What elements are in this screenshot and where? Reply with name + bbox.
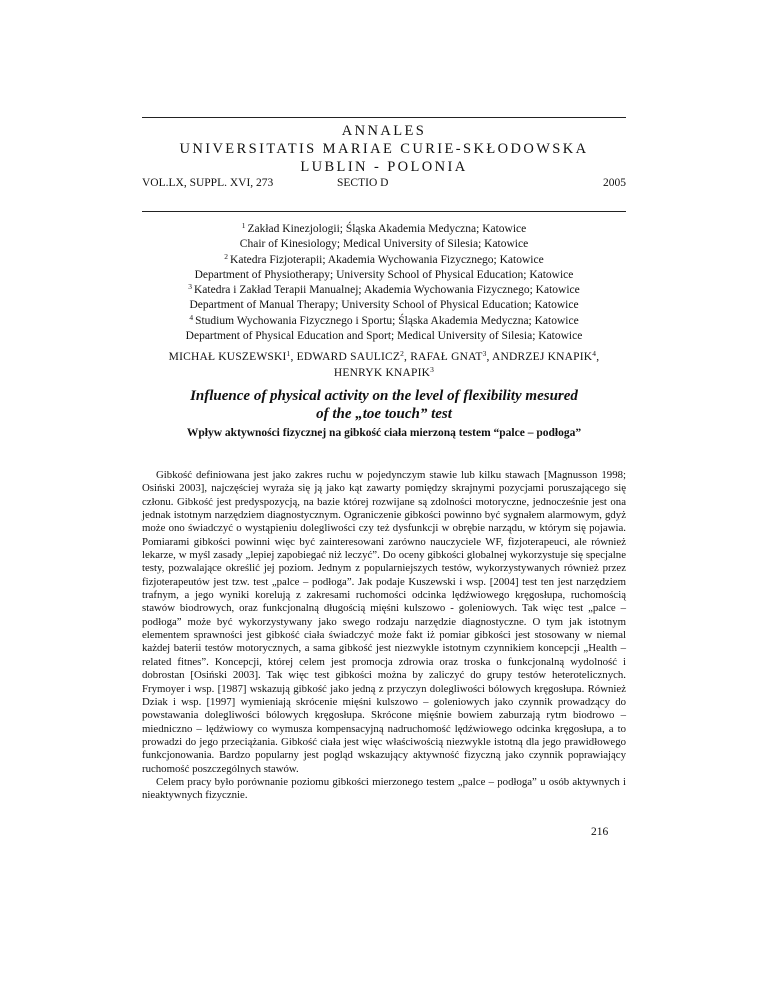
affiliation-text: Department of Physical Education and Sport; Medical University of Silesia; Katowice [185, 330, 583, 343]
author-affiliation-number: 3 [430, 365, 435, 374]
journal-title-line-2: UNIVERSITATIS MARIAE CURIE-SKŁODOWSKA [179, 141, 589, 157]
affiliation-line [142, 237, 626, 252]
authors [130, 349, 638, 381]
header-top-rule [142, 117, 626, 118]
volume-info: VOL.LX, SUPPL. XVI, 273 [142, 177, 274, 189]
affiliation-line [142, 253, 626, 268]
affiliation-line [142, 222, 626, 237]
affiliation-number: 4 [189, 312, 194, 322]
author-name: MICHAŁ KUSZEWSKI [168, 351, 287, 363]
body-paragraph: Gibkość definiowana jest jako zakres ruchu w pojedynczym stawie lub kilku stawach [Magnusson 1998; Osiński 2003], najczęściej wyraża się ją jako kąt zawarty pomiędzy skrajnymi pozycjami poruszającego się członu. Gibkość jest predyspozycją, na bazie której rozwijane są zdolności motoryczne, jednocześnie jest ona jednak istotnym narzędziem diagnostycznym. Ograniczenie gibkości powinno być sygnałem alarmowym, gdyż może ono świadczyć o wystąpieniu dolegliwości czy też dysfunkcji w obrębie narządu, w którym się pojawia. Pomiarami gibkości powinni więc być zainteresowani zarówno nauczyciele WF, fizjoterapeuci, ale również lekarze, w myśl zasady „lepiej zapobiegać niż leczyć”. Do oceny gibkości globalnej wykorzystuje się specjalne testy, pozwalające określić jej poziom. Jednym z popularniejszych testów, wykorzystywanych również przez fizjoterapeutów jest tzw. test „palce – podłoga”. Jak podaje Kuszewski i wsp. [2004] test ten jest narzędziem trafnym, a jego wyniki korelują z zakresami ruchomości odcinka lędźwiowego kręgosłupa, ruchomością stawów biodrowych, oraz funkcjonalną długością mięśni kulszowo - goleniowych. Tak więc test „palce – podłoga” może być wykorzystywany jako swego rodzaju narzędzie diagnostyczne. O tym jak istotnym elementem sprawności jest gibkość ciała świadczyć może fakt iż pomiar gibkości jest stosowany w niemal każdej baterii testów motorycznych, a sama gibkość jest niezwykle istotnym czynnikiem koncepcji „Health – related fitnes”. Koncepcji, której celem jest promocja zdrowia oraz troska o funkcjonalną wydolność i dobrostan [Osiński 2003]. Tak więc test gibkości można by zaliczyć do grupy testów heterotelicznych. Frymoyer i wsp. [1987] wskazują gibkość jako jedną z przyczyn dolegliwości bólowych kręgosłupa. Również Dziak i wsp. [1997] wymieniają skrócenie mięśni kulszowo – goleniowych jako czynnik prowadzący do powstawania dolegliwości bólowych kręgosłupa. Skrócone mięśnie bowiem zaburzają rytm biodrowo – miedniczno – lędźwiowy co wymusza kompensacyjną nadruchomość lędźwiowego odcinka kręgosłupa, a to prowadzi do jego przeciążania. Gibkość ciała jest więc właściwością niezwykle istotną dla jego prawidłowego funkcjonowania. Bardzo popularny jest pogląd wskazujący aktywność fizyczną jako czynnik poprawiający ruchomość poszczególnych stawów. [142, 469, 626, 775]
affiliation-text: Katedra i Zakład Terapii Manualnej; Akademia Wychowania Fizycznego; Katowice [194, 284, 580, 297]
author-separator: , [290, 351, 297, 363]
article-title-line: Influence of physical activity on the level of flexibility mesured [190, 388, 578, 404]
author-name: EDWARD SAULICZ [296, 351, 401, 363]
affiliation-line [142, 298, 626, 313]
author-separator: , [486, 351, 493, 363]
affiliation-text: Zakład Kinezjologii; Śląska Akademia Medyczna; Katowice [247, 223, 527, 235]
article-title-polish: Wpływ aktywności fizycznej na gibkość ciała mierzoną testem “palce – podłoga” [186, 427, 582, 439]
affiliation-text: Department of Manual Therapy; University School of Physical Education; Katowice [189, 299, 579, 312]
affiliation-line [142, 314, 626, 329]
author-separator: , [596, 351, 600, 363]
affiliation-text: Department of Physiotherapy; University School of Physical Education; Katowice [194, 268, 574, 281]
author-separator: , [404, 351, 411, 363]
affiliation-text: Studium Wychowania Fizycznego i Sportu; Śląska Akademia Medyczna; Katowice [195, 314, 579, 327]
author-affiliation-number: 4 [592, 349, 597, 358]
header-bottom-rule [142, 211, 626, 212]
author-affiliation-number: 2 [400, 349, 405, 358]
article-title-line: of the „toe touch” test [316, 406, 452, 422]
affiliation-text: Chair of Kinesiology; Medical University of Silesia; Katowice [239, 238, 529, 251]
section-info: SECTIO D [337, 177, 389, 189]
affiliation-line [142, 283, 626, 298]
article-title-english [142, 387, 626, 423]
author-name: HENRYK KNAPIK [333, 367, 431, 379]
affiliation-number: 3 [188, 282, 192, 292]
author-name: ANDRZEJ KNAPIK [492, 351, 593, 363]
volume-row [142, 177, 626, 193]
article-body [142, 469, 626, 803]
affiliations [142, 222, 626, 344]
year: 2005 [603, 177, 626, 189]
affiliation-line [142, 329, 626, 344]
affiliation-text: Katedra Fizjoterapii; Akademia Wychowania Fizycznego; Katowice [230, 253, 544, 266]
affiliation-number: 1 [241, 221, 246, 230]
affiliation-line [142, 268, 626, 283]
journal-title-line-1: ANNALES [341, 123, 427, 139]
body-paragraph: Celem pracy było porównanie poziomu gibkości mierzonego testem „palce – podłoga” u osób aktywnych i nieaktywnych fizycznie. [142, 775, 626, 802]
author-affiliation-number: 1 [286, 349, 291, 358]
affiliation-number: 2 [224, 251, 229, 261]
author-affiliation-number: 3 [482, 349, 487, 358]
page-number: 216 [591, 826, 609, 838]
journal-title-line-3: LUBLIN - POLONIA [300, 159, 468, 175]
author-name: RAFAŁ GNAT [410, 351, 483, 363]
